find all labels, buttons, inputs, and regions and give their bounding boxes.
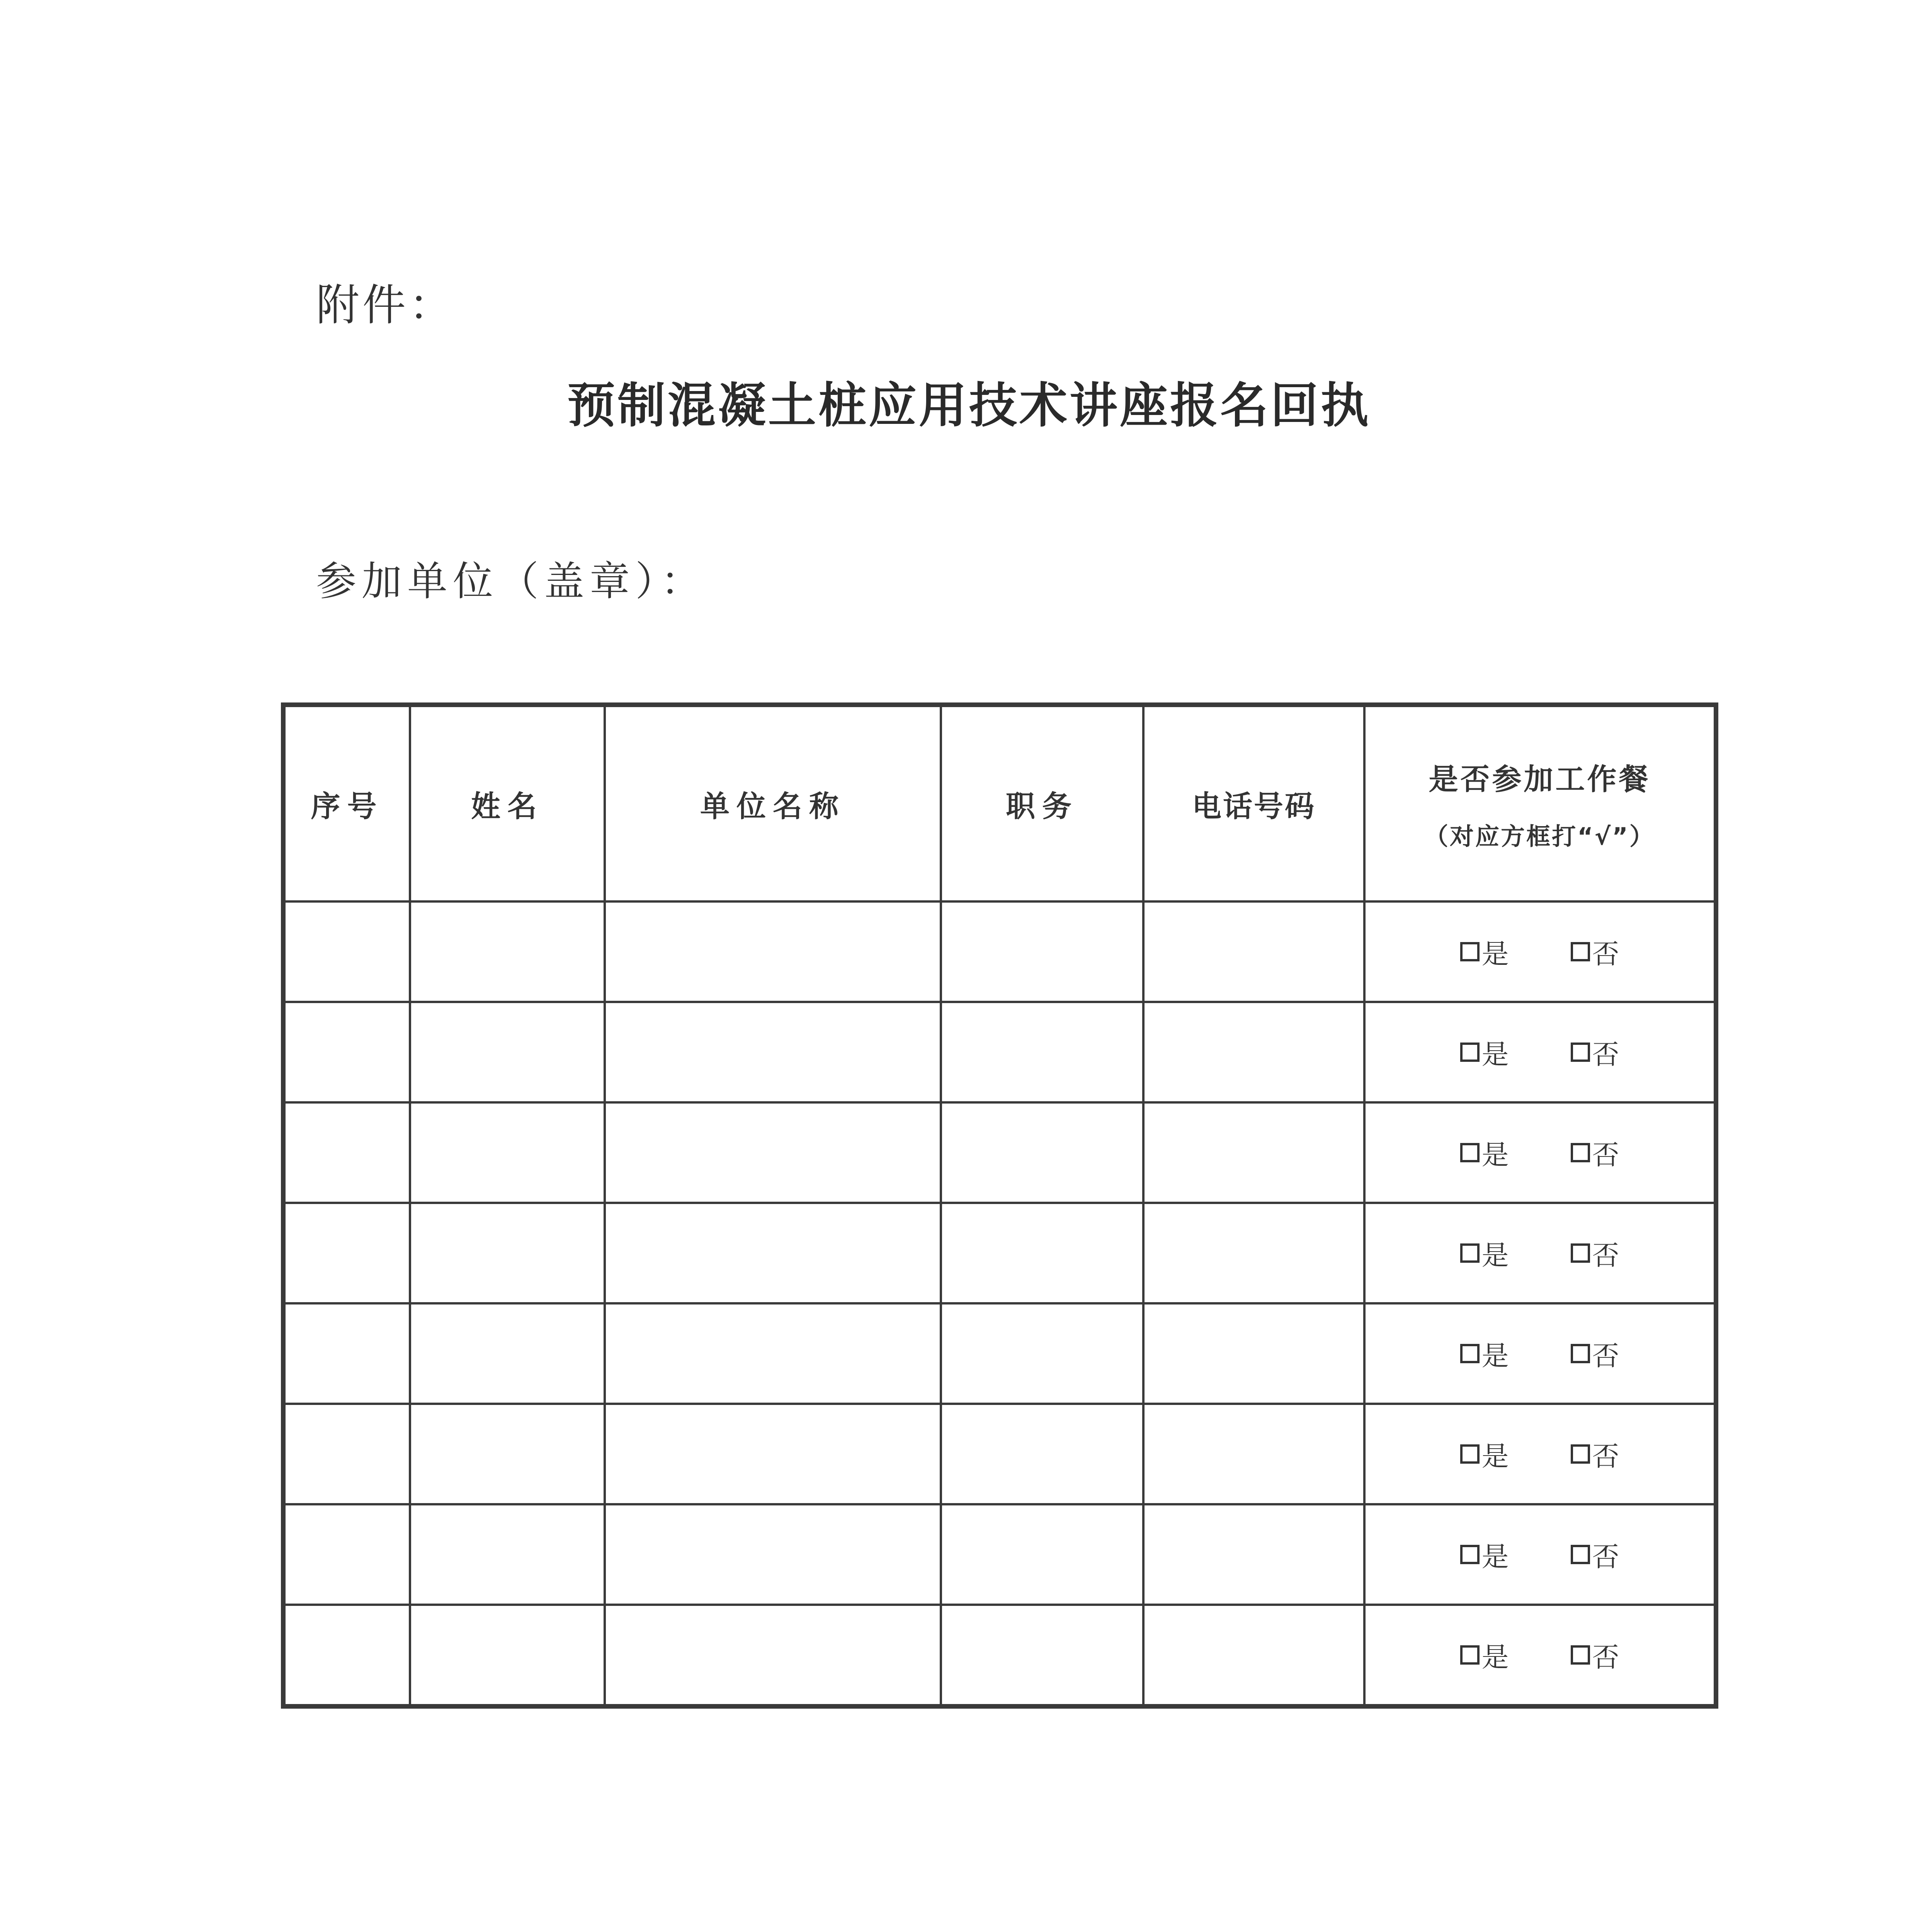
table-row <box>283 1404 1716 1504</box>
meal-no-option[interactable] <box>1571 1535 1619 1574</box>
meal-no-option[interactable] <box>1571 1636 1619 1675</box>
meal-yes-option[interactable] <box>1460 1133 1509 1172</box>
position-cell[interactable] <box>941 1404 1143 1504</box>
seq-cell[interactable] <box>283 1404 410 1504</box>
meal-no-option[interactable] <box>1571 932 1619 971</box>
meal-choice-cell <box>1364 1504 1716 1605</box>
phone-cell[interactable] <box>1143 1404 1364 1504</box>
meal-no-label: 否 <box>1592 1440 1619 1472</box>
checkbox-icon[interactable] <box>1571 942 1590 961</box>
table-row <box>283 1303 1716 1404</box>
meal-yes-option[interactable] <box>1460 1636 1509 1675</box>
meal-choice-cell <box>1364 901 1716 1002</box>
checkbox-icon[interactable] <box>1571 1243 1590 1263</box>
meal-yes-label: 是 <box>1481 1440 1509 1472</box>
header-meal-title: 是否参加工作餐 <box>1429 762 1651 796</box>
meal-yes-label: 是 <box>1481 1239 1509 1271</box>
checkbox-icon[interactable] <box>1460 1344 1480 1363</box>
registration-table <box>281 702 1718 1709</box>
header-meal-note: （对应方框打“√”） <box>1424 822 1655 850</box>
seq-cell[interactable] <box>283 1504 410 1605</box>
checkbox-icon[interactable] <box>1571 1344 1590 1363</box>
header-row <box>283 705 1716 901</box>
name-cell[interactable] <box>410 1303 605 1404</box>
meal-yes-option[interactable] <box>1460 932 1509 971</box>
meal-no-option[interactable] <box>1571 1234 1619 1273</box>
org-name-cell[interactable] <box>605 1504 941 1605</box>
meal-no-label: 否 <box>1592 1038 1619 1070</box>
meal-choice-cell <box>1364 1404 1716 1504</box>
checkbox-icon[interactable] <box>1571 1043 1590 1062</box>
org-name-cell[interactable] <box>605 1605 941 1706</box>
header-name: 姓名 <box>410 705 605 901</box>
meal-no-label: 否 <box>1592 1641 1619 1673</box>
header-position: 职务 <box>941 705 1143 901</box>
meal-yes-label: 是 <box>1481 1139 1509 1171</box>
checkbox-icon[interactable] <box>1460 1444 1480 1464</box>
position-cell[interactable] <box>941 1303 1143 1404</box>
checkbox-icon[interactable] <box>1460 1143 1480 1162</box>
meal-no-option[interactable] <box>1571 1033 1619 1072</box>
meal-choice-cell <box>1364 1002 1716 1102</box>
meal-yes-option[interactable] <box>1460 1535 1509 1574</box>
name-cell[interactable] <box>410 1605 605 1706</box>
meal-yes-label: 是 <box>1481 1541 1509 1573</box>
meal-no-label: 否 <box>1592 938 1619 970</box>
phone-cell[interactable] <box>1143 1605 1364 1706</box>
position-cell[interactable] <box>941 1605 1143 1706</box>
phone-cell[interactable] <box>1143 1303 1364 1404</box>
seq-cell[interactable] <box>283 901 410 1002</box>
participating-unit-label: 参加单位（盖章）： <box>316 558 707 605</box>
phone-cell[interactable] <box>1143 901 1364 1002</box>
seq-cell[interactable] <box>283 1605 410 1706</box>
phone-cell[interactable] <box>1143 1504 1364 1605</box>
position-cell[interactable] <box>941 901 1143 1002</box>
meal-yes-option[interactable] <box>1460 1033 1509 1072</box>
meal-no-label: 否 <box>1592 1340 1619 1372</box>
header-org-name: 单位名称 <box>605 705 941 901</box>
meal-choice-cell <box>1364 1203 1716 1303</box>
table-row <box>283 1605 1716 1706</box>
org-name-cell[interactable] <box>605 1102 941 1203</box>
table-row <box>283 1504 1716 1605</box>
meal-yes-label: 是 <box>1481 1641 1509 1673</box>
seq-cell[interactable] <box>283 1102 410 1203</box>
meal-choice-cell <box>1364 1605 1716 1706</box>
org-name-cell[interactable] <box>605 1303 941 1404</box>
name-cell[interactable] <box>410 1002 605 1102</box>
name-cell[interactable] <box>410 1404 605 1504</box>
header-seq: 序号 <box>283 705 410 901</box>
checkbox-icon[interactable] <box>1571 1143 1590 1162</box>
org-name-cell[interactable] <box>605 1203 941 1303</box>
table-row <box>283 1102 1716 1203</box>
meal-yes-option[interactable] <box>1460 1234 1509 1273</box>
table-row <box>283 1002 1716 1102</box>
phone-cell[interactable] <box>1143 1002 1364 1102</box>
position-cell[interactable] <box>941 1102 1143 1203</box>
checkbox-icon[interactable] <box>1571 1645 1590 1665</box>
checkbox-icon[interactable] <box>1571 1444 1590 1464</box>
checkbox-icon[interactable] <box>1460 1645 1480 1665</box>
header-meal <box>1364 705 1716 901</box>
seq-cell[interactable] <box>283 1303 410 1404</box>
checkbox-icon[interactable] <box>1460 1545 1480 1564</box>
checkbox-icon[interactable] <box>1460 942 1480 961</box>
meal-no-label: 否 <box>1592 1239 1619 1271</box>
name-cell[interactable] <box>410 1504 605 1605</box>
org-name-cell[interactable] <box>605 901 941 1002</box>
meal-choice-cell <box>1364 1303 1716 1404</box>
name-cell[interactable] <box>410 901 605 1002</box>
attachment-label: 附件： <box>316 280 455 330</box>
meal-yes-label: 是 <box>1481 1340 1509 1372</box>
meal-yes-option[interactable] <box>1460 1435 1509 1474</box>
seq-cell[interactable] <box>283 1203 410 1303</box>
seq-cell[interactable] <box>283 1002 410 1102</box>
meal-no-option[interactable] <box>1571 1435 1619 1474</box>
name-cell[interactable] <box>410 1203 605 1303</box>
meal-choice-cell <box>1364 1102 1716 1203</box>
meal-no-label: 否 <box>1592 1541 1619 1573</box>
meal-no-label: 否 <box>1592 1139 1619 1171</box>
registration-table-body <box>283 901 1716 1706</box>
org-name-cell[interactable] <box>605 1404 941 1504</box>
org-name-cell[interactable] <box>605 1002 941 1102</box>
meal-no-option[interactable] <box>1571 1133 1619 1172</box>
table-row <box>283 901 1716 1002</box>
meal-yes-label: 是 <box>1481 938 1509 970</box>
phone-cell[interactable] <box>1143 1203 1364 1303</box>
phone-cell[interactable] <box>1143 1102 1364 1203</box>
position-cell[interactable] <box>941 1203 1143 1303</box>
meal-yes-label: 是 <box>1481 1038 1509 1070</box>
meal-no-option[interactable] <box>1571 1334 1619 1373</box>
table-row <box>283 1203 1716 1303</box>
position-cell[interactable] <box>941 1002 1143 1102</box>
header-phone: 电话号码 <box>1143 705 1364 901</box>
position-cell[interactable] <box>941 1504 1143 1605</box>
document-title: 预制混凝土桩应用技术讲座报名回执 <box>567 378 1371 434</box>
name-cell[interactable] <box>410 1102 605 1203</box>
checkbox-icon[interactable] <box>1460 1243 1480 1263</box>
checkbox-icon[interactable] <box>1460 1043 1480 1062</box>
checkbox-icon[interactable] <box>1571 1545 1590 1564</box>
meal-yes-option[interactable] <box>1460 1334 1509 1373</box>
